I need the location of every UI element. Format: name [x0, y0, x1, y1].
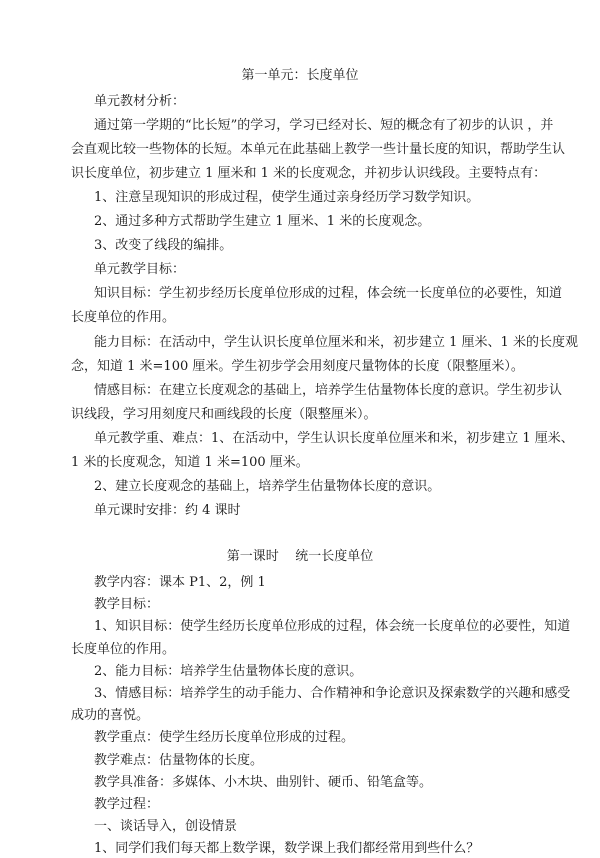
lesson-focus: 教学重点：使学生经历长度单位形成的过程。 [94, 730, 355, 746]
lesson-content: 教学内容：课本 P1、2，例 1 [94, 575, 266, 590]
question-1: 1、同学们我们每天都上数学课，数学课上我们都经常用到些什么？ [94, 841, 480, 857]
knowledge-goal-line: 知识目标：学生初步经历长度单位形成的过程，体会统一长度单位的必要性，知道 [94, 286, 563, 301]
lesson-goal-2: 2、能力目标：培养学生估量物体长度的意识。 [94, 663, 363, 679]
goals-heading: 单元教学目标： [94, 262, 186, 277]
lesson-goal-1-line: 1、知识目标：使学生经历长度单位形成的过程，体会统一长度单位的必要性，知道 [94, 619, 571, 635]
analysis-paragraph-line: 识长度单位，初步建立 1 厘米和 1 米的长度观念，并初步认识线段。主要特点有： [71, 166, 547, 181]
lesson-difficulty: 教学难点：估量物体的长度。 [94, 752, 264, 768]
knowledge-goal-line: 长度单位的作用。 [71, 310, 176, 325]
step-1: 一、谈话导入，创设情景 [94, 819, 238, 835]
lesson-tools: 教学具准备：多媒体、小木块、曲别针、硬币、铅笔盒等。 [94, 774, 433, 790]
feature-item: 2、通过多种方式帮助学生建立 1 厘米、1 米的长度观念。 [94, 214, 431, 229]
process-heading: 教学过程： [94, 797, 160, 812]
schedule: 单元课时安排：约 4 课时 [94, 503, 241, 518]
analysis-heading: 单元教材分析： [94, 94, 186, 109]
lesson-goals-heading: 教学目标： [94, 597, 160, 613]
key-point-2: 2、建立长度观念的基础上，培养学生估量物体长度的意识。 [94, 479, 441, 494]
emotion-goal-line: 情感目标：在建立长度观念的基础上，培养学生估量物体长度的意识。学生初步认 [94, 383, 563, 398]
unit-title: 第一单元：长度单位 [241, 68, 359, 83]
feature-item: 3、改变了线段的编排。 [94, 238, 233, 253]
ability-goal-line: 能力目标：在活动中，学生认识长度单位厘米和米，初步建立 1 厘米、1 米的长度观 [94, 335, 578, 350]
key-points-line: 单元教学重、难点：1、在活动中，学生认识长度单位厘米和米，初步建立 1 厘米、 [94, 431, 574, 446]
lesson-title: 第一课时 统一长度单位 [226, 549, 374, 564]
lesson-goal-3-line: 成功的喜悦。 [71, 708, 150, 724]
feature-item: 1、注意呈现知识的形成过程，使学生通过亲身经历学习数学知识。 [94, 190, 480, 205]
lesson-goal-1-line: 长度单位的作用。 [71, 641, 176, 657]
lesson-goal-3-line: 3、情感目标：培养学生的动手能力、合作精神和争论意识及探索数学的兴趣和感受 [94, 686, 571, 701]
ability-goal-line: 念，知道 1 米=100 厘米。学生初步学会用刻度尺量物体的长度（限整厘米）。 [71, 359, 524, 374]
emotion-goal-line: 识线段，学习用刻度尺和画线段的长度（限整厘米）。 [71, 407, 377, 422]
analysis-paragraph-line: 会直观比较一些物体的长短。本单元在此基础上教学一些计量长度的知识，帮助学生认 [71, 142, 566, 157]
key-points-line: 1 米的长度观念，知道 1 米=100 厘米。 [71, 455, 309, 470]
analysis-paragraph-line: 通过第一学期的“比长短”的学习，学习已经对长、短的概念有了初步的认识 ，并 [94, 118, 554, 133]
